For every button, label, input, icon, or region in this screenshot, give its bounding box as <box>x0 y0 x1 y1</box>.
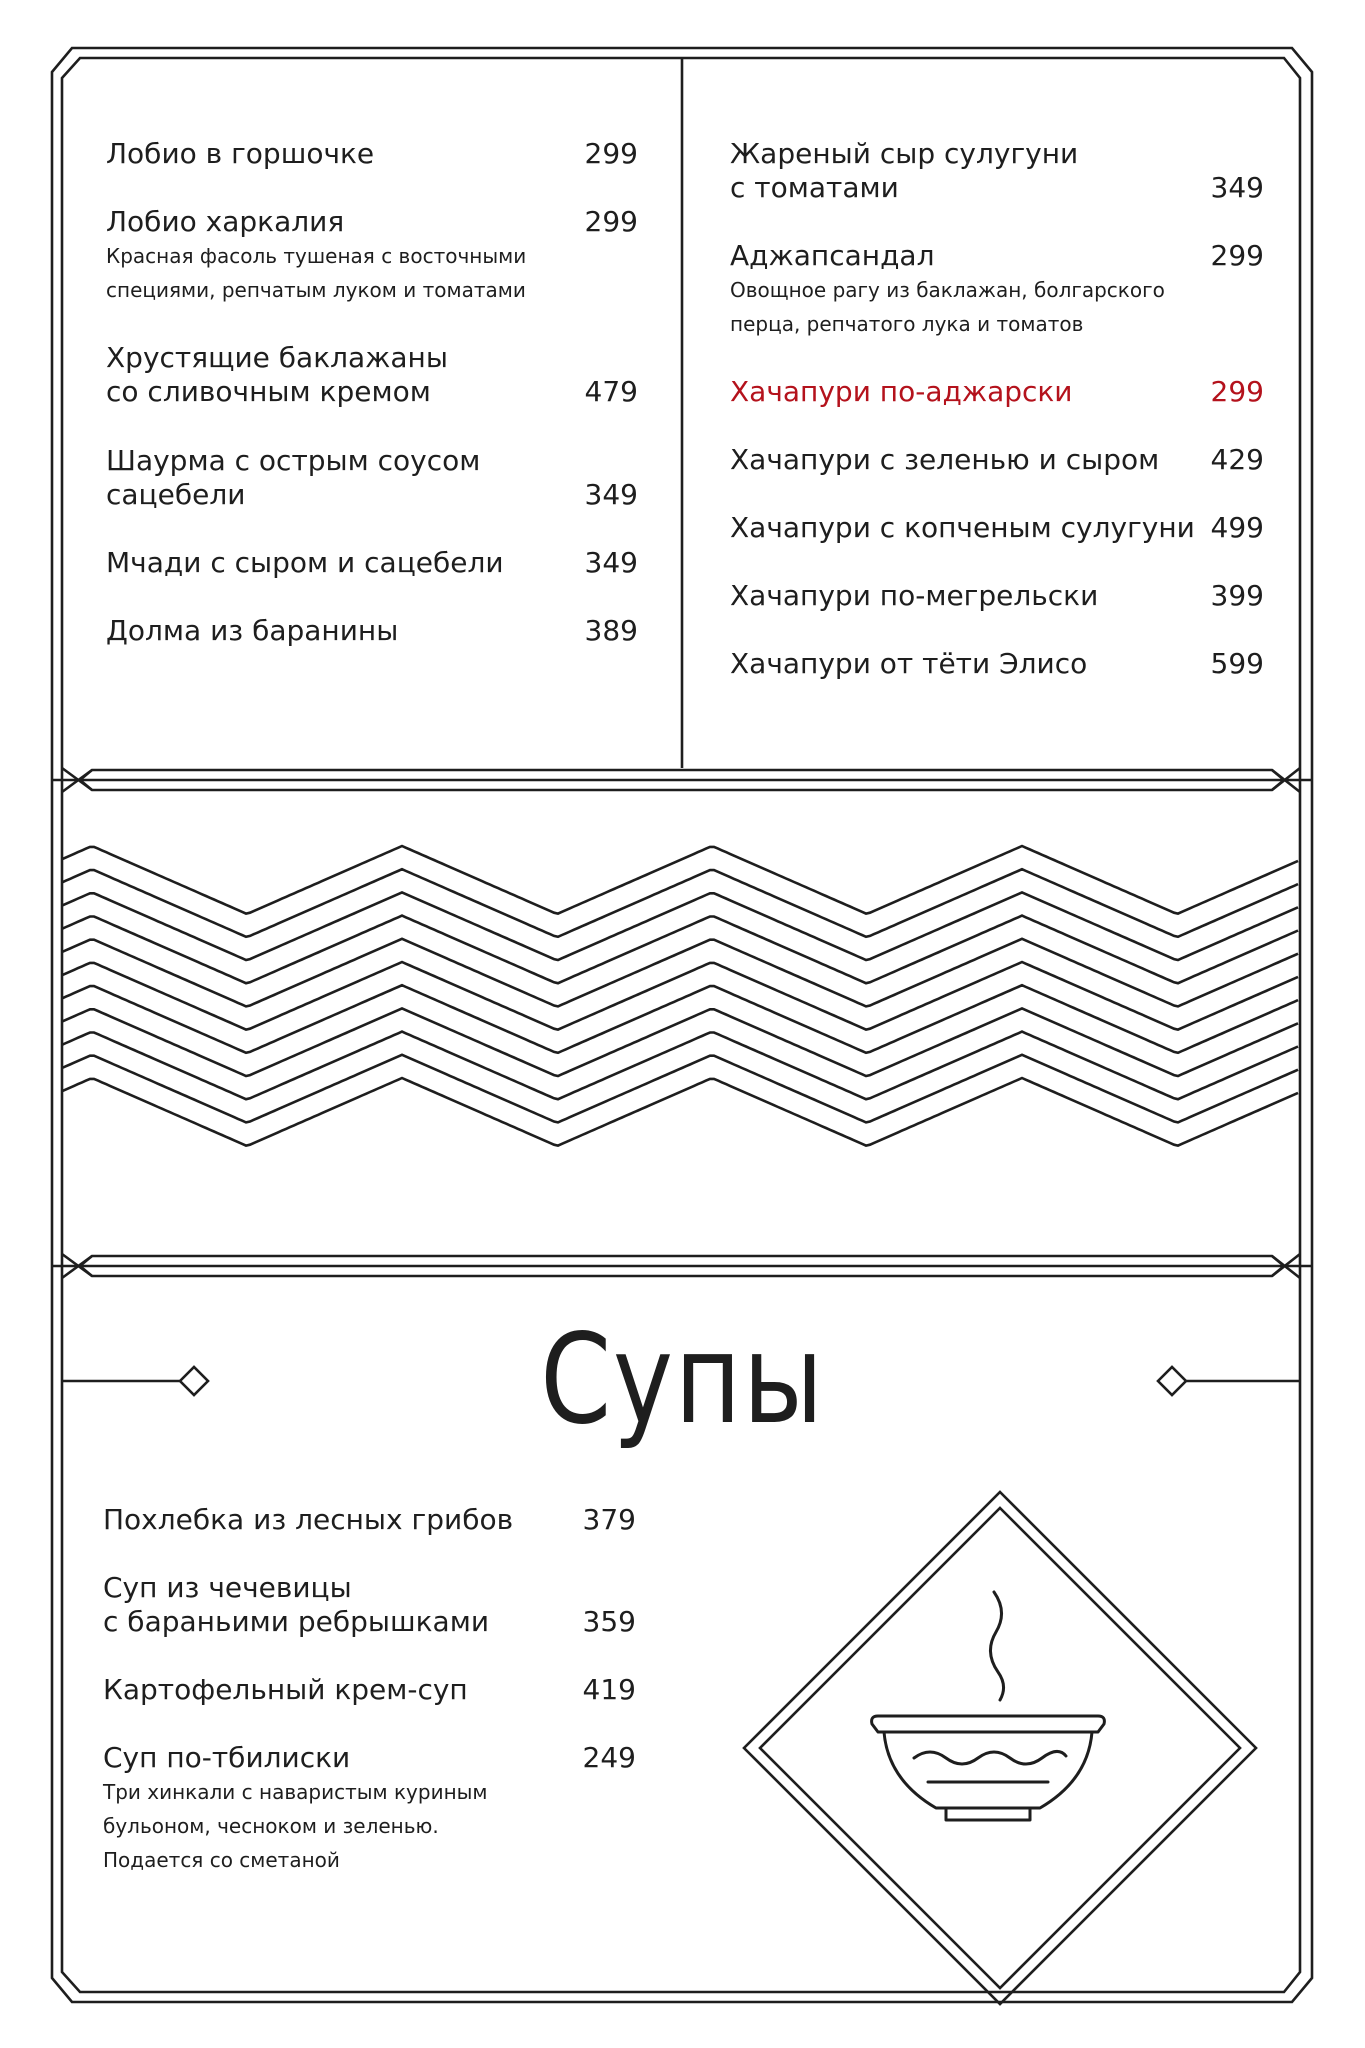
menu-item <box>730 647 1250 681</box>
section-title-soups: Супы <box>540 1308 825 1452</box>
menu-item-price: 479 <box>584 375 638 408</box>
menu-item-name: Хачапури с зеленью и сыром <box>730 443 1160 476</box>
menu-item <box>730 443 1250 477</box>
menu-item-name: Хрустящие баклажаны со сливочным кремом <box>106 341 448 408</box>
menu-item-name: Хачапури с копченым сулугуни <box>730 511 1195 544</box>
menu-item-description: Красная фасоль тушеная с восточными специями, репчатым луком и томатами <box>106 244 527 302</box>
menu-item-description: Три хинкали с наваристым куриным бульоном, чесноком и зеленью. Подается со сметаной <box>103 1780 488 1872</box>
menu-item-name: Лобио в горшочке <box>106 137 375 170</box>
menu-item <box>730 579 1250 613</box>
menu-item-name: Похлебка из лесных грибов <box>103 1503 514 1536</box>
menu-item-name: Суп из чечевицы с бараньими ребрышками <box>103 1571 490 1638</box>
zigzag-line <box>62 916 1298 984</box>
zigzag-line <box>62 1008 1298 1076</box>
menu-item-name: Долма из баранины <box>106 614 399 647</box>
menu-item <box>106 614 606 648</box>
menu-item-price: 359 <box>582 1605 636 1638</box>
menu-item <box>106 444 606 512</box>
menu-item-price: 299 <box>584 137 638 170</box>
menu-item <box>103 1673 603 1707</box>
soup-bowl-icon <box>872 1592 1105 1820</box>
menu-item-price: 299 <box>1210 239 1264 272</box>
menu-item-price: 419 <box>582 1673 636 1706</box>
zigzag-line <box>62 985 1298 1053</box>
menu-item-price: 299 <box>1210 375 1264 408</box>
menu-item-price: 399 <box>1210 579 1264 612</box>
menu-item <box>730 239 1250 341</box>
menu-item-description: Овощное рагу из баклажан, болгарского перца, репчатого лука и томатов <box>730 278 1165 336</box>
menu-item-name: Жареный сыр сулугуни с томатами <box>730 137 1079 204</box>
menu-item-price: 349 <box>584 546 638 579</box>
emblem-outer-diamond <box>744 1492 1256 2004</box>
zigzag-line <box>62 1078 1298 1146</box>
menu-item <box>106 137 606 171</box>
menu-item <box>106 205 606 307</box>
menu-item-name: Хачапури по-аджарски <box>730 375 1073 408</box>
emblem-inner-diamond <box>760 1508 1240 1988</box>
menu-item <box>103 1503 603 1537</box>
menu-item <box>106 341 606 409</box>
menu-item-name: Аджапсандал <box>730 239 935 272</box>
menu-item-name: Хачапури от тёти Элисо <box>730 647 1088 680</box>
menu-item <box>106 546 606 580</box>
menu-item-price: 389 <box>584 614 638 647</box>
menu-item <box>730 375 1250 409</box>
menu-item-price: 429 <box>1210 443 1264 476</box>
menu-item-price: 499 <box>1210 511 1264 544</box>
menu-item <box>103 1741 603 1877</box>
menu-item-name: Шаурма с острым соусом сацебели <box>106 444 481 511</box>
menu-item <box>730 137 1250 205</box>
menu-item <box>730 511 1250 545</box>
menu-item-price: 349 <box>1210 171 1264 204</box>
zigzag-line <box>62 1055 1298 1123</box>
menu-item-price: 599 <box>1210 647 1264 680</box>
menu-item-price: 299 <box>584 205 638 238</box>
menu-item-name: Мчади с сыром и сацебели <box>106 546 504 579</box>
menu-item-price: 379 <box>582 1503 636 1536</box>
zigzag-line <box>62 939 1298 1007</box>
menu-item-name: Картофельный крем-суп <box>103 1673 468 1706</box>
menu-item-name: Хачапури по-мегрельски <box>730 579 1099 612</box>
menu-item-name: Суп по-тбилиски <box>103 1741 351 1774</box>
zigzag-line <box>62 1032 1298 1100</box>
menu-item <box>103 1571 603 1639</box>
menu-item-name: Лобио харкалия <box>106 205 345 238</box>
menu-item-price: 249 <box>582 1741 636 1774</box>
menu-item-price: 349 <box>584 478 638 511</box>
soup-emblem <box>744 1492 1256 2004</box>
zigzag-pattern <box>62 846 1298 1146</box>
zigzag-line <box>62 962 1298 1030</box>
zigzag-line <box>62 869 1298 937</box>
zigzag-line <box>62 892 1298 960</box>
zigzag-line <box>62 846 1298 914</box>
